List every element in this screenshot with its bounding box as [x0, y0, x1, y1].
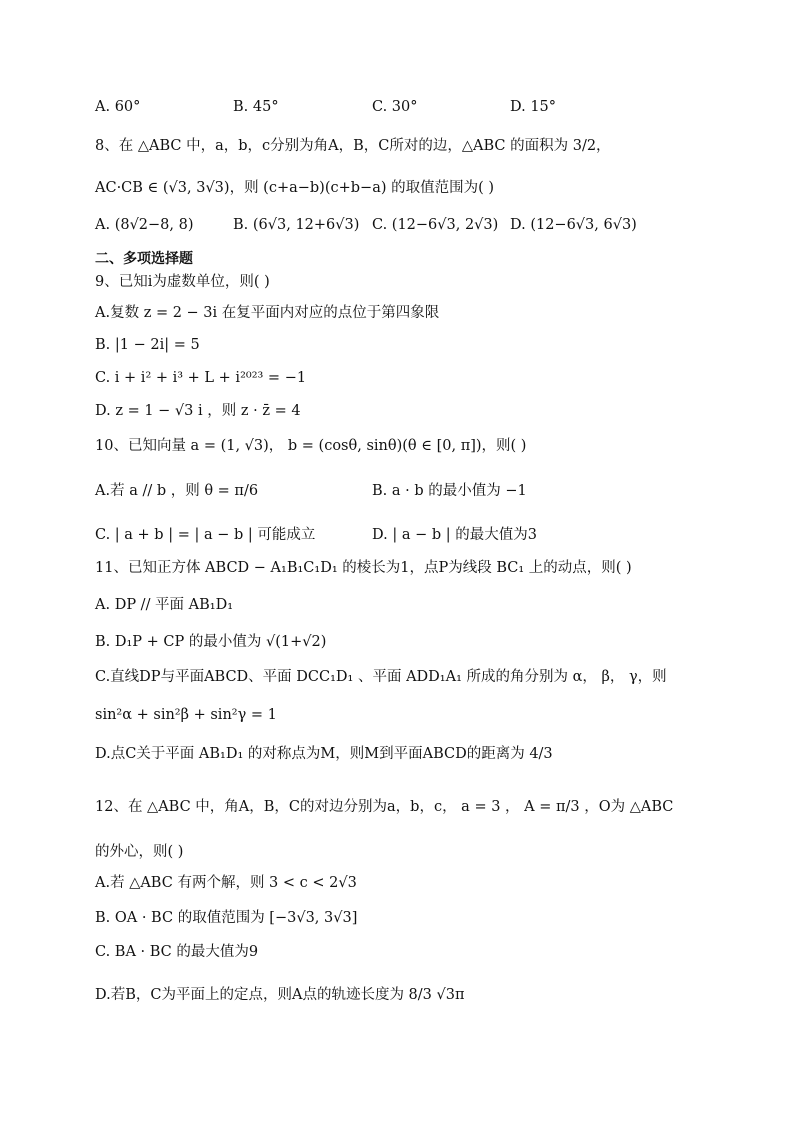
q11-option-a: A. DP // 平面 AB₁D₁	[95, 597, 234, 613]
q9-option-c: C. i + i² + i³ + L + i²⁰²³ = −1	[95, 370, 307, 386]
q9-option-a: A.复数 z = 2 − 3i 在复平面内对应的点位于第四象限	[95, 305, 440, 321]
q10-stem: 10、已知向量 a = (1, √3)， b = (cosθ, sinθ)(θ ∈ [0, π])，则( )	[95, 438, 527, 454]
q11-stem: 11、已知正方体 ABCD − A₁B₁C₁D₁ 的棱长为1，点P为线段 BC₁ 上的动点，则( )	[95, 560, 632, 576]
q12-option-c: C. BA · BC 的最大值为9	[95, 944, 259, 960]
q8-option-d: D. (12−6√3, 6√3)	[510, 217, 637, 233]
q12-option-d: D.若B，C为平面上的定点，则A点的轨迹长度为 8/3 √3π	[95, 987, 465, 1003]
q10-option-c: C. | a + b | = | a − b | 可能成立	[95, 527, 316, 543]
q12-option-b: B. OA · BC 的取值范围为 [−3√3, 3√3]	[95, 910, 358, 926]
section-title: 二、多项选择题	[95, 251, 193, 267]
q7-option-c: C. 30°	[372, 99, 418, 115]
q12-stem-line2: 的外心，则( )	[95, 844, 184, 860]
q11-option-c-line2: sin²α + sin²β + sin²γ = 1	[95, 707, 277, 723]
q7-option-a: A. 60°	[95, 99, 141, 115]
q9-option-b: B. |1 − 2i| = 5	[95, 337, 200, 353]
q7-option-d: D. 15°	[510, 99, 557, 115]
q9-option-d: D. z = 1 − √3 i ，则 z · z̄ = 4	[95, 403, 301, 419]
q11-option-d: D.点C关于平面 AB₁D₁ 的对称点为M，则M到平面ABCD的距离为 4/3	[95, 746, 553, 762]
q8-option-b: B. (6√3, 12+6√3)	[233, 217, 360, 233]
q9-stem: 9、已知i为虚数单位，则( )	[95, 274, 270, 290]
q7-option-b: B. 45°	[233, 99, 279, 115]
q10-option-d: D. | a − b | 的最大值为3	[372, 527, 537, 543]
q8-option-c: C. (12−6√3, 2√3)	[372, 217, 499, 233]
q12-option-a: A.若 △ABC 有两个解，则 3 < c < 2√3	[95, 875, 357, 891]
q11-option-c-line1: C.直线DP与平面ABCD、平面 DCC₁D₁ 、平面 ADD₁A₁ 所成的角分别为 α， β， γ，则	[95, 669, 667, 685]
q10-option-b: B. a · b 的最小值为 −1	[372, 483, 527, 499]
q8-stem-line1: 8、在 △ABC 中，a，b，c分别为角A，B，C所对的边，△ABC 的面积为 3/2，	[95, 138, 611, 154]
q12-stem-line1: 12、在 △ABC 中，角A，B，C的对边分别为a，b，c， a = 3 ， A = π/3 ，O为 △ABC	[95, 799, 674, 815]
q11-option-b: B. D₁P + CP 的最小值为 √(1+√2)	[95, 634, 327, 650]
q8-option-a: A. (8√2−8, 8)	[95, 217, 194, 233]
q8-stem-line2: AC·CB ∈ (√3, 3√3)，则 (c+a−b)(c+b−a) 的取值范围为( )	[95, 180, 495, 196]
q10-option-a: A.若 a // b ，则 θ = π/6	[95, 483, 259, 499]
